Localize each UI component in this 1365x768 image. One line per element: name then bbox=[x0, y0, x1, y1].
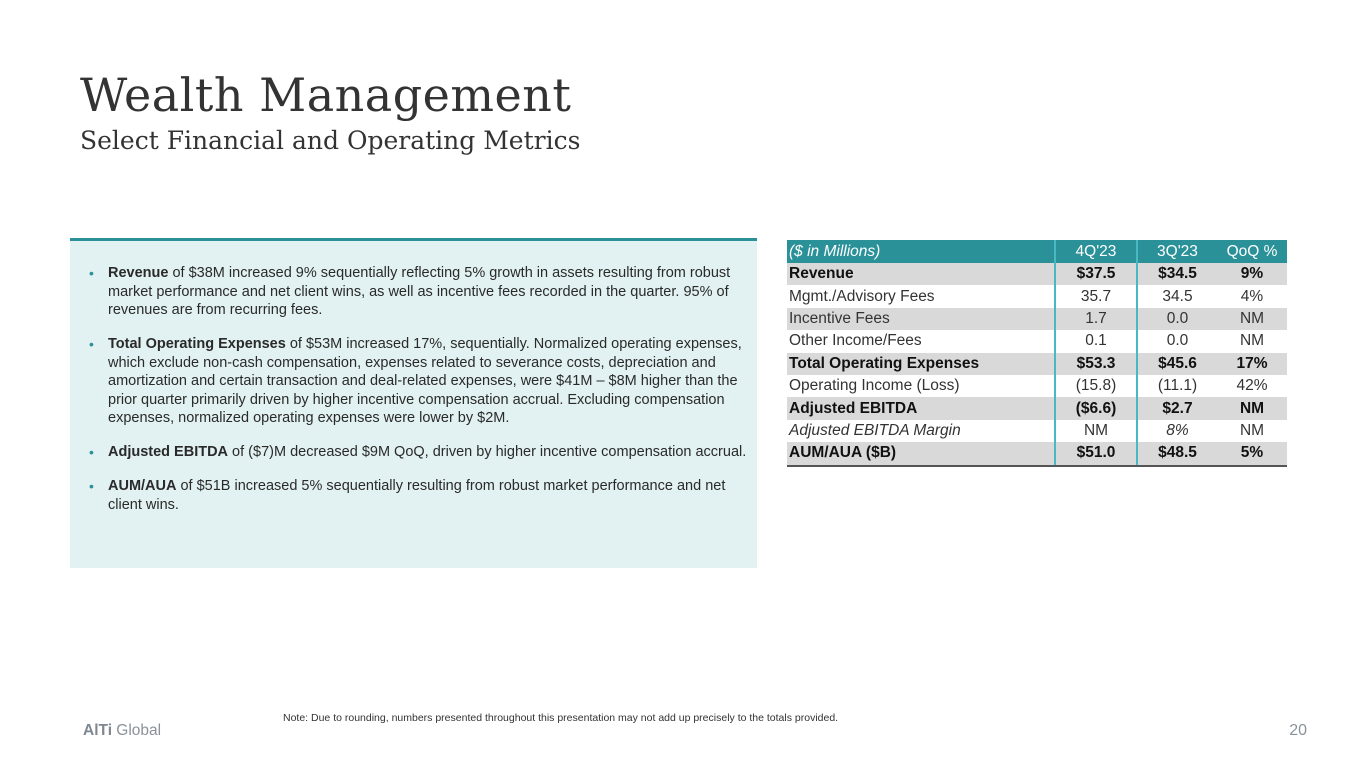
row-label: Operating Income (Loss) bbox=[789, 377, 960, 395]
cell-4q23: ($6.6) bbox=[1055, 397, 1137, 419]
bullet-term: Revenue bbox=[108, 265, 169, 281]
bullet-adjusted-ebitda bbox=[108, 443, 757, 462]
cell-qoq: 5% bbox=[1217, 442, 1287, 465]
cell-3q23: $45.6 bbox=[1137, 353, 1217, 375]
logo-bold-text: AlTi bbox=[83, 722, 112, 739]
row-label: Total Operating Expenses bbox=[787, 353, 1055, 375]
cell-4q23: NM bbox=[1055, 420, 1137, 442]
cell-4q23: (15.8) bbox=[1055, 375, 1137, 397]
row-label: Other Income/Fees bbox=[789, 332, 922, 350]
cell-qoq: NM bbox=[1217, 308, 1287, 330]
bullet-text: of $51B increased 5% sequentially resulting from robust market performance and net client wins. bbox=[108, 478, 726, 513]
table-header-row bbox=[787, 240, 1287, 263]
bullet-total-operating-expenses bbox=[108, 335, 757, 428]
table-row bbox=[787, 308, 1287, 330]
bullet-term: Adjusted EBITDA bbox=[108, 444, 229, 460]
cell-qoq: 4% bbox=[1240, 287, 1264, 305]
metrics-table bbox=[787, 240, 1287, 467]
table-row bbox=[787, 353, 1287, 375]
row-label: AUM/AUA ($B) bbox=[787, 442, 1055, 465]
cell-3q23: (11.1) bbox=[1157, 377, 1198, 395]
bullet-term: AUM/AUA bbox=[108, 478, 177, 494]
row-label: Incentive Fees bbox=[787, 308, 1055, 330]
cell-3q23: 34.5 bbox=[1162, 287, 1193, 305]
cell-4q23: 0.1 bbox=[1055, 330, 1137, 352]
bullet-term: Total Operating Expenses bbox=[108, 336, 286, 352]
cell-qoq: NM bbox=[1239, 421, 1265, 439]
header-units: ($ in Millions) bbox=[787, 240, 1055, 263]
bullet-list bbox=[70, 241, 757, 514]
bullet-text: of $53M increased 17%, sequentially. Normalized operating expenses, which exclude non-cash compensation, expenses related to severance costs, depreciation and amortization and certain transaction and deal-related expenses, were $41M – $8M higher than the prior quarter primarily driven by higher incentive compensation accrual. Excluding compensation expenses, normalized operating expenses were lower by $2M. bbox=[108, 336, 742, 426]
header-3q23: 3Q'23 bbox=[1137, 240, 1217, 263]
footnote: Note: Due to rounding, numbers presented throughout this presentation may not add up precisely to the totals provided. bbox=[283, 712, 839, 724]
cell-4q23: $37.5 bbox=[1055, 263, 1137, 285]
cell-3q23: $48.5 bbox=[1137, 442, 1217, 465]
cell-4q23: $51.0 bbox=[1055, 442, 1137, 465]
table-row bbox=[787, 420, 1287, 442]
cell-4q23: 35.7 bbox=[1055, 285, 1137, 307]
table-row bbox=[787, 330, 1287, 352]
page-number: 20 bbox=[1289, 722, 1307, 739]
cell-3q23: $2.7 bbox=[1137, 397, 1217, 419]
cell-qoq: NM bbox=[1217, 397, 1287, 419]
cell-3q23: 0.0 bbox=[1166, 332, 1189, 350]
page-title: Wealth Management bbox=[80, 68, 572, 122]
row-label: Adjusted EBITDA bbox=[787, 397, 1055, 419]
bullet-text: of $38M increased 9% sequentially reflecting 5% growth in assets resulting from robust market performance and net client wins, as well as incentive fees recorded in the quarter. 95% of revenues are from recurring fees. bbox=[108, 265, 731, 318]
page-subtitle: Select Financial and Operating Metrics bbox=[80, 126, 581, 155]
bullet-aum-aua bbox=[108, 477, 757, 514]
row-label: Mgmt./Advisory Fees bbox=[789, 287, 935, 305]
table-row bbox=[787, 442, 1287, 465]
table-row bbox=[787, 263, 1287, 285]
row-label: Adjusted EBITDA Margin bbox=[789, 421, 961, 439]
row-label: Revenue bbox=[787, 263, 1055, 285]
bullet-text: of ($7)M decreased $9M QoQ, driven by higher incentive compensation accrual. bbox=[228, 444, 747, 460]
table-row bbox=[787, 397, 1287, 419]
table-row bbox=[787, 285, 1287, 307]
table-row bbox=[787, 375, 1287, 397]
cell-3q23: 8% bbox=[1166, 421, 1189, 439]
summary-panel bbox=[70, 238, 757, 568]
cell-3q23: 0.0 bbox=[1137, 308, 1217, 330]
cell-4q23: $53.3 bbox=[1055, 353, 1137, 375]
company-logo bbox=[83, 722, 161, 740]
cell-qoq: NM bbox=[1239, 332, 1265, 350]
bullet-revenue bbox=[108, 264, 757, 320]
cell-qoq: 17% bbox=[1217, 353, 1287, 375]
cell-4q23: 1.7 bbox=[1055, 308, 1137, 330]
header-qoq: QoQ % bbox=[1217, 240, 1287, 263]
logo-light-text: Global bbox=[112, 722, 162, 739]
cell-qoq: 9% bbox=[1217, 263, 1287, 285]
cell-qoq: 42% bbox=[1236, 377, 1268, 395]
header-4q23: 4Q'23 bbox=[1055, 240, 1137, 263]
cell-3q23: $34.5 bbox=[1137, 263, 1217, 285]
